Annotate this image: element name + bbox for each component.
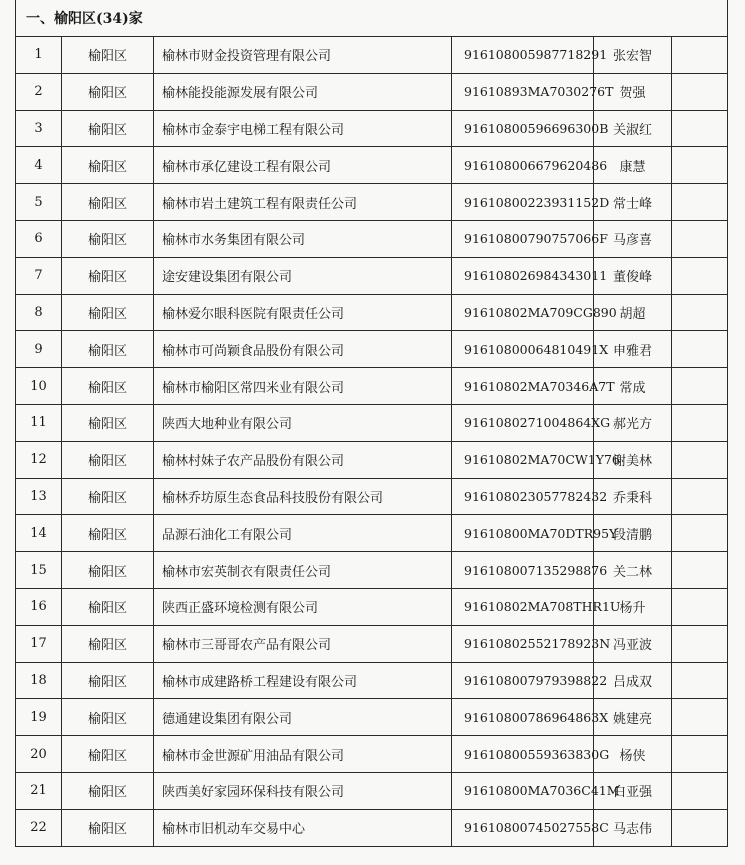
company-name-cell: 榆林市可尚颖食品股份有限公司: [154, 331, 452, 368]
company-name-cell: 品源石油化工有限公司: [154, 515, 452, 552]
legal-person-cell: 张宏智: [594, 37, 672, 74]
empty-cell: [672, 699, 728, 736]
district-cell: 榆阳区: [62, 809, 154, 846]
table-row: [16, 294, 728, 331]
credit-code-cell: 9161080022393115​2D: [452, 184, 594, 221]
credit-code-cell: 916108005987718291: [452, 37, 594, 74]
company-name-cell: 榆林市承亿建设工程有限公司: [154, 147, 452, 184]
credit-code-cell: 91610800559363830G: [452, 736, 594, 773]
enterprise-table: [15, 0, 728, 847]
company-name-cell: 榆林乔坊原生态食品科技股份有限公司: [154, 478, 452, 515]
table-row: [16, 552, 728, 589]
district-cell: 榆阳区: [62, 699, 154, 736]
empty-cell: [672, 294, 728, 331]
district-cell: 榆阳区: [62, 257, 154, 294]
company-name-cell: 陕西美好家园环保科技有限公司: [154, 772, 452, 809]
table-row: [16, 736, 728, 773]
credit-code-cell: 91610800MA70DTR95Y: [452, 515, 594, 552]
table-row: [16, 220, 728, 257]
table-row: [16, 73, 728, 110]
table-row: [16, 404, 728, 441]
section-title-row: [16, 0, 728, 37]
district-cell: 榆阳区: [62, 736, 154, 773]
district-cell: 榆阳区: [62, 404, 154, 441]
empty-cell: [672, 73, 728, 110]
credit-code-cell: 916108007135298876: [452, 552, 594, 589]
empty-cell: [672, 147, 728, 184]
row-index: 7: [16, 257, 62, 294]
district-cell: 榆阳区: [62, 110, 154, 147]
row-index: 1: [16, 37, 62, 74]
table-row: [16, 809, 728, 846]
row-index: 2: [16, 73, 62, 110]
district-cell: 榆阳区: [62, 37, 154, 74]
legal-person-cell: 马志伟: [594, 809, 672, 846]
legal-person-cell: 郝光方: [594, 404, 672, 441]
empty-cell: [672, 478, 728, 515]
table-row: [16, 441, 728, 478]
empty-cell: [672, 588, 728, 625]
district-cell: 榆阳区: [62, 441, 154, 478]
company-name-cell: 陕西正盛环境检测有限公司: [154, 588, 452, 625]
legal-person-cell: 吕成双: [594, 662, 672, 699]
row-index: 12: [16, 441, 62, 478]
legal-person-cell: 马彦喜: [594, 220, 672, 257]
credit-code-cell: 91610800786964863X: [452, 699, 594, 736]
empty-cell: [672, 110, 728, 147]
credit-code-cell: 91610800064810491X: [452, 331, 594, 368]
row-index: 13: [16, 478, 62, 515]
company-name-cell: 榆林市金泰宇电梯工程有限公司: [154, 110, 452, 147]
legal-person-cell: 关二林: [594, 552, 672, 589]
legal-person-cell: 常士峰: [594, 184, 672, 221]
legal-person-cell: 申雅君: [594, 331, 672, 368]
row-index: 18: [16, 662, 62, 699]
company-name-cell: 德通建设集团有限公司: [154, 699, 452, 736]
row-index: 16: [16, 588, 62, 625]
row-index: 14: [16, 515, 62, 552]
empty-cell: [672, 257, 728, 294]
district-cell: 榆阳区: [62, 588, 154, 625]
credit-code-cell: 9161080079075706​6F: [452, 220, 594, 257]
legal-person-cell: 姚建亮: [594, 699, 672, 736]
row-index: 15: [16, 552, 62, 589]
district-cell: 榆阳区: [62, 368, 154, 405]
row-index: 11: [16, 404, 62, 441]
district-cell: 榆阳区: [62, 294, 154, 331]
credit-code-cell: 916108007979398822: [452, 662, 594, 699]
empty-cell: [672, 625, 728, 662]
row-index: 17: [16, 625, 62, 662]
table-row: [16, 110, 728, 147]
district-cell: 榆阳区: [62, 73, 154, 110]
legal-person-cell: 关淑红: [594, 110, 672, 147]
table-row: [16, 184, 728, 221]
empty-cell: [672, 515, 728, 552]
table-row: [16, 37, 728, 74]
empty-cell: [672, 331, 728, 368]
district-cell: 榆阳区: [62, 515, 154, 552]
credit-code-cell: 91610802MA70346A7T: [452, 368, 594, 405]
table-row: [16, 257, 728, 294]
empty-cell: [672, 552, 728, 589]
legal-person-cell: 谢美林: [594, 441, 672, 478]
legal-person-cell: 杨侠: [594, 736, 672, 773]
credit-code-cell: 91610893MA7030276T: [452, 73, 594, 110]
credit-code-cell: 91610800596696300B: [452, 110, 594, 147]
table-row: [16, 147, 728, 184]
table-row: [16, 515, 728, 552]
legal-person-cell: 胡超: [594, 294, 672, 331]
credit-code-cell: 91610800MA7036C41M: [452, 772, 594, 809]
district-cell: 榆阳区: [62, 552, 154, 589]
district-cell: 榆阳区: [62, 662, 154, 699]
empty-cell: [672, 220, 728, 257]
credit-code-cell: 916108006679620486: [452, 147, 594, 184]
credit-code-cell: 91610802552178923N: [452, 625, 594, 662]
company-name-cell: 榆林市三哥哥农产品有限公司: [154, 625, 452, 662]
district-cell: 榆阳区: [62, 184, 154, 221]
legal-person-cell: 贺强: [594, 73, 672, 110]
credit-code-cell: 91610802MA708THR1U: [452, 588, 594, 625]
district-cell: 榆阳区: [62, 772, 154, 809]
empty-cell: [672, 809, 728, 846]
table-row: [16, 331, 728, 368]
credit-code-cell: 91610802MA70CW1Y76: [452, 441, 594, 478]
credit-code-cell: 916108026984343011: [452, 257, 594, 294]
table-row: [16, 662, 728, 699]
row-index: 22: [16, 809, 62, 846]
credit-code-cell: 91610802710048​64XG: [452, 404, 594, 441]
company-name-cell: 榆林市水务集团有限公司: [154, 220, 452, 257]
company-name-cell: 榆林市榆阳区常四米业有限公司: [154, 368, 452, 405]
company-name-cell: 榆林市岩土建筑工程有限责任公司: [154, 184, 452, 221]
district-cell: 榆阳区: [62, 147, 154, 184]
row-index: 20: [16, 736, 62, 773]
table-row: [16, 368, 728, 405]
legal-person-cell: 杨升: [594, 588, 672, 625]
table-row: [16, 699, 728, 736]
legal-person-cell: 常成: [594, 368, 672, 405]
company-name-cell: 榆林市财金投资管理有限公司: [154, 37, 452, 74]
row-index: 6: [16, 220, 62, 257]
company-name-cell: 榆林能投能源发展有限公司: [154, 73, 452, 110]
legal-person-cell: 冯亚波: [594, 625, 672, 662]
district-cell: 榆阳区: [62, 478, 154, 515]
credit-code-cell: 91610802MA709CG890: [452, 294, 594, 331]
legal-person-cell: 康慧: [594, 147, 672, 184]
legal-person-cell: 段清鹏: [594, 515, 672, 552]
row-index: 9: [16, 331, 62, 368]
table-row: [16, 772, 728, 809]
table-row: [16, 625, 728, 662]
empty-cell: [672, 184, 728, 221]
district-cell: 榆阳区: [62, 625, 154, 662]
company-name-cell: 榆林村妹子农产品股份有限公司: [154, 441, 452, 478]
legal-person-cell: 白亚强: [594, 772, 672, 809]
company-name-cell: 榆林市旧机动车交易中心: [154, 809, 452, 846]
credit-code-cell: 916108023057782432: [452, 478, 594, 515]
empty-cell: [672, 736, 728, 773]
row-index: 3: [16, 110, 62, 147]
row-index: 8: [16, 294, 62, 331]
district-cell: 榆阳区: [62, 220, 154, 257]
row-index: 19: [16, 699, 62, 736]
company-name-cell: 途安建设集团有限公司: [154, 257, 452, 294]
section-title: 一、榆阳区(34)家: [16, 0, 728, 37]
empty-cell: [672, 662, 728, 699]
table-row: [16, 588, 728, 625]
row-index: 21: [16, 772, 62, 809]
legal-person-cell: 乔秉科: [594, 478, 672, 515]
row-index: 4: [16, 147, 62, 184]
table-row: [16, 478, 728, 515]
company-name-cell: 榆林市宏英制衣有限责任公司: [154, 552, 452, 589]
empty-cell: [672, 404, 728, 441]
empty-cell: [672, 37, 728, 74]
district-cell: 榆阳区: [62, 331, 154, 368]
empty-cell: [672, 441, 728, 478]
company-name-cell: 榆林爱尔眼科医院有限责任公司: [154, 294, 452, 331]
company-name-cell: 陕西大地种业有限公司: [154, 404, 452, 441]
company-name-cell: 榆林市金世源矿用油品有限公司: [154, 736, 452, 773]
credit-code-cell: 91610800745027558C: [452, 809, 594, 846]
empty-cell: [672, 772, 728, 809]
legal-person-cell: 董俊峰: [594, 257, 672, 294]
empty-cell: [672, 368, 728, 405]
company-name-cell: 榆林市成建路桥工程建设有限公司: [154, 662, 452, 699]
row-index: 10: [16, 368, 62, 405]
row-index: 5: [16, 184, 62, 221]
